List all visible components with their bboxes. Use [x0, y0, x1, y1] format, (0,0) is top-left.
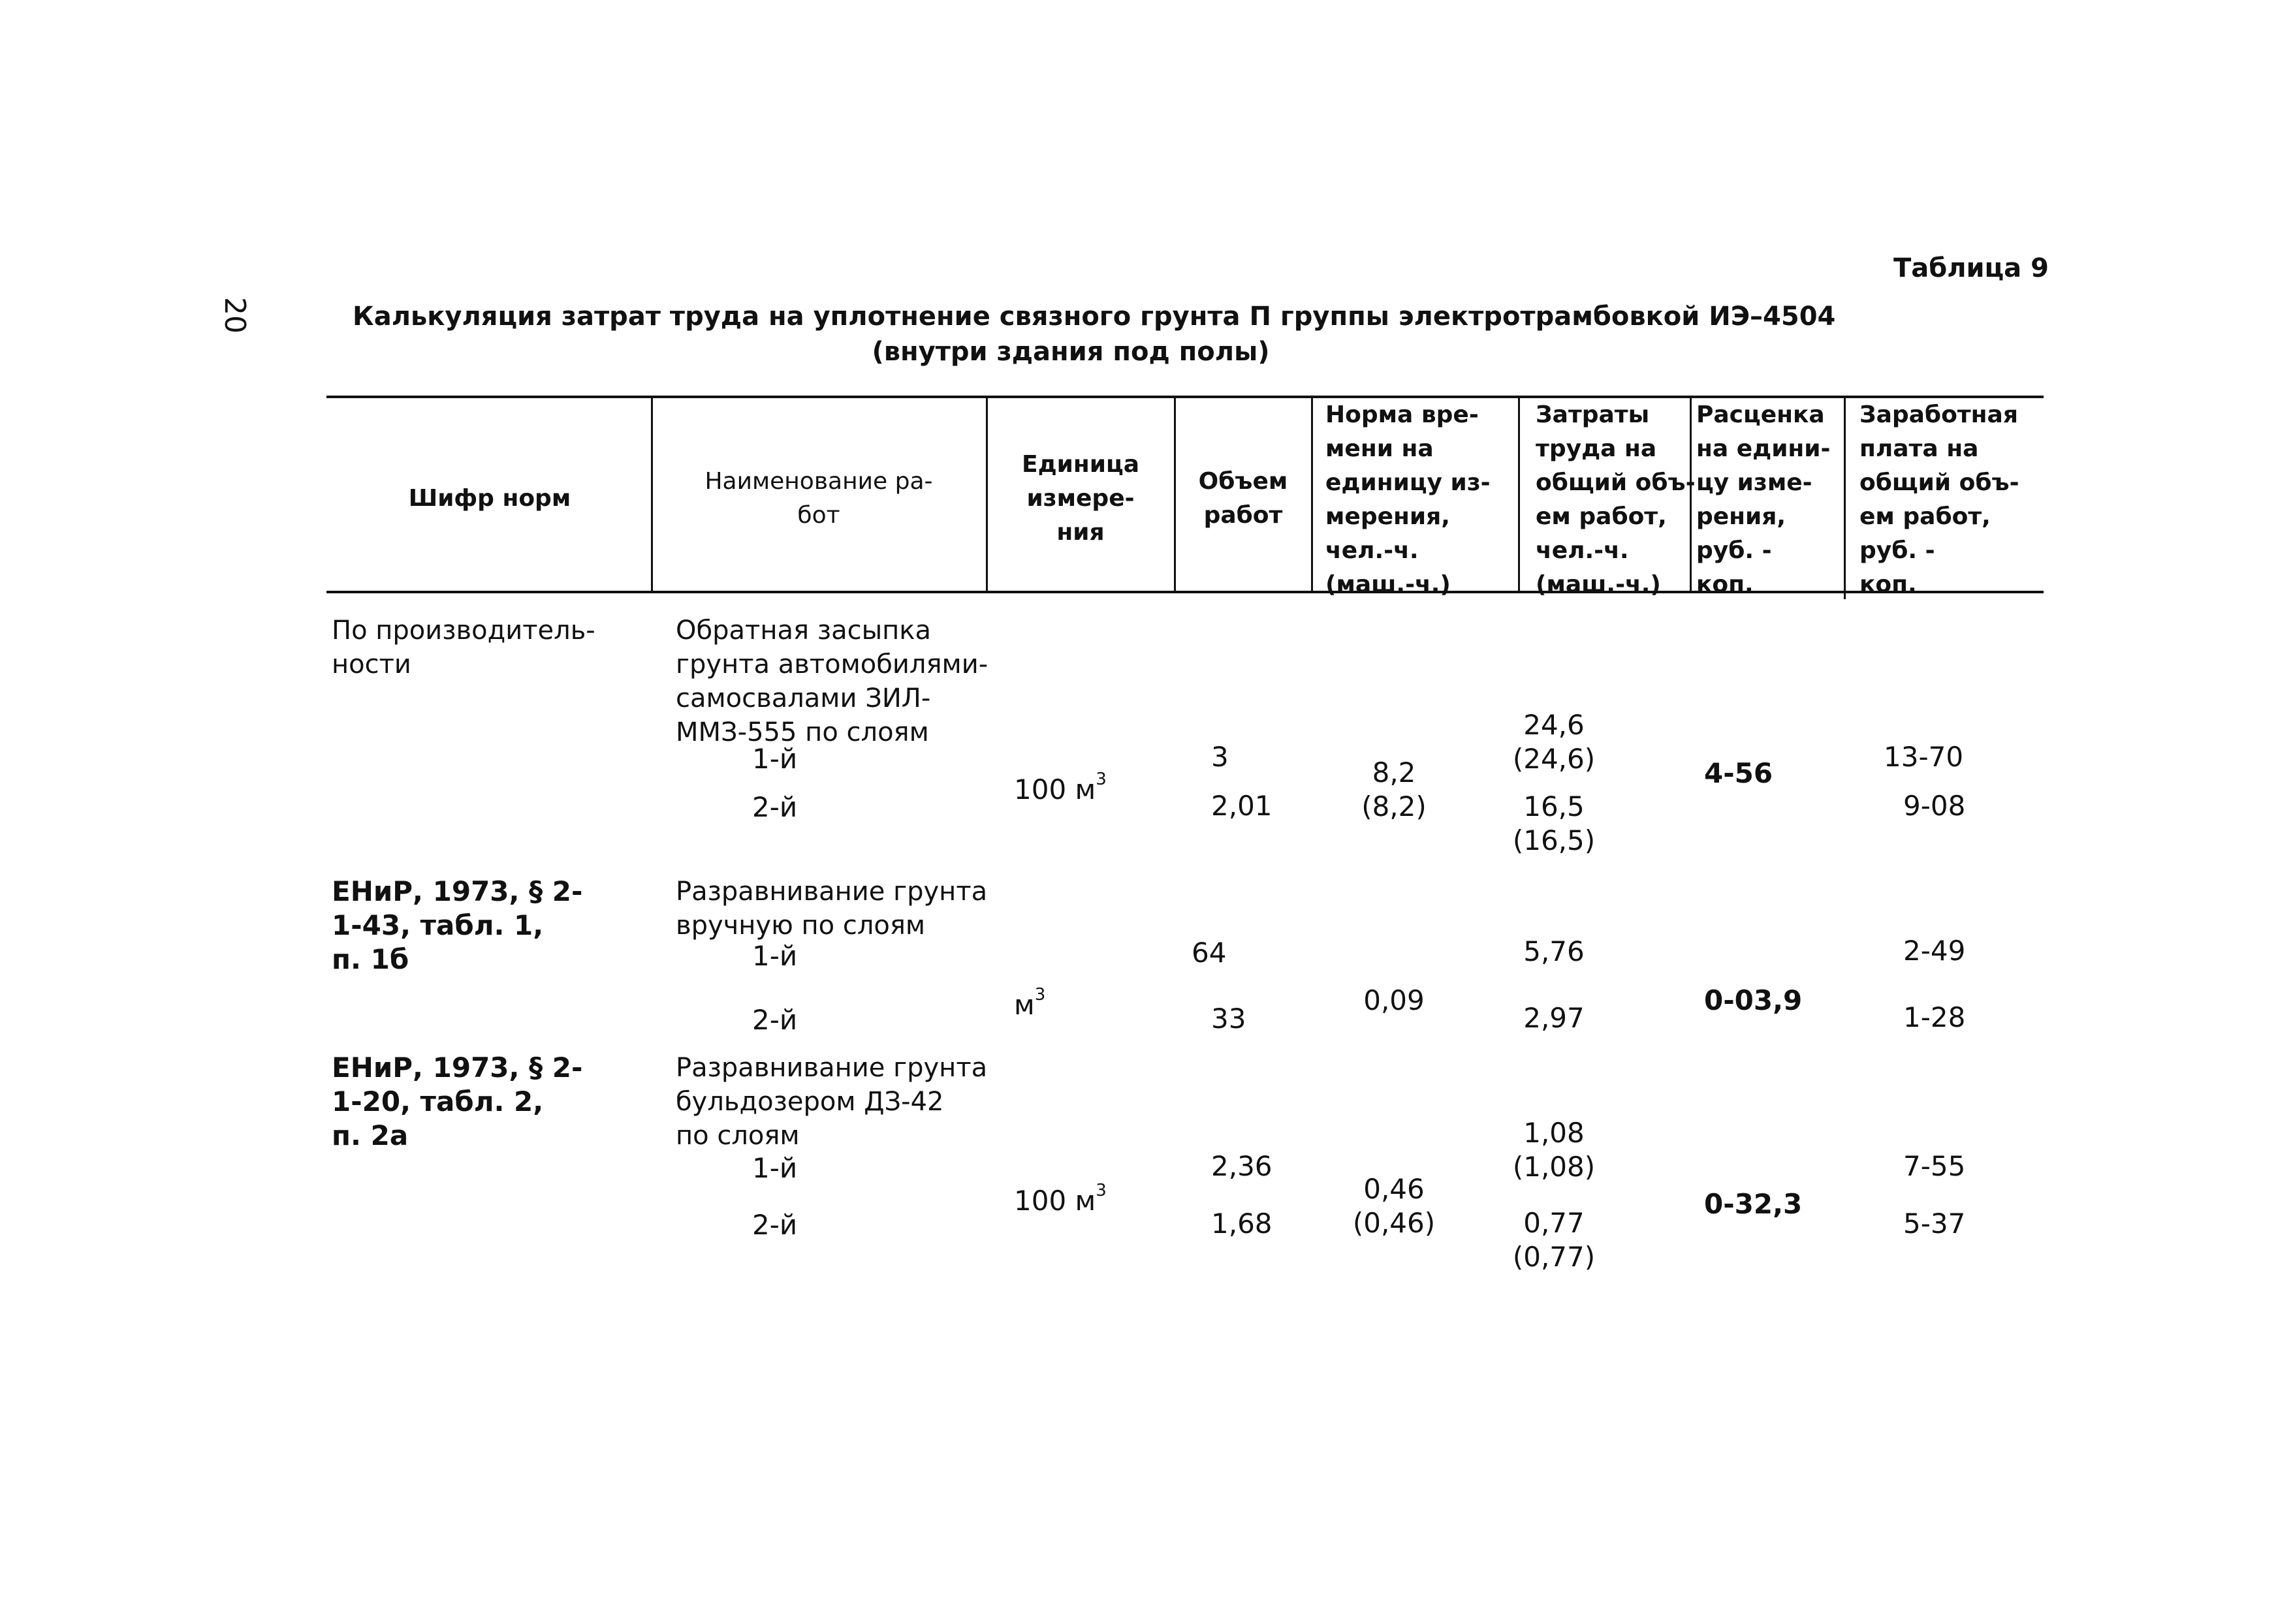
row2-code: ЕНиР, 1973, § 2- 1-43, табл. 1, п. 1б: [332, 875, 583, 975]
row2-name: Разравнивание грунта вручную по слоям: [676, 877, 988, 941]
row3-code: ЕНиР, 1973, § 2- 1-20, табл. 2, п. 2а: [332, 1052, 583, 1151]
table-label: Таблица 9: [1893, 253, 2049, 283]
row1-rate: 4-56: [1704, 757, 1773, 789]
page-number: 20: [218, 297, 251, 334]
row2-unit: $м^3$: [1014, 985, 1046, 1021]
row3-norm: 0,46 (0,46): [1352, 1173, 1436, 1239]
column-divider: [1311, 397, 1313, 591]
row1-layer2-labor: 16,5 (16,5): [1512, 790, 1596, 856]
row3-layer2-labor: 0,77 (0,77): [1512, 1207, 1596, 1273]
row3-layer1-label: 1-й: [752, 1152, 798, 1184]
table-subtitle: (внутри здания под полы): [872, 337, 1270, 367]
row3-layer1-volume: 2,36: [1211, 1150, 1273, 1182]
row2-layer1-wage: 2-49: [1903, 935, 1966, 967]
row2-layer1-volume: 64: [1192, 937, 1227, 969]
row3-layer1-labor: 1,08 (1,08): [1512, 1117, 1596, 1183]
row2-layer1-label: 1-й: [752, 940, 798, 972]
row1-unit: 100 $м^3$: [1014, 770, 1107, 805]
row1-norm: 8,2 (8,2): [1361, 757, 1427, 822]
table-title: Калькуляция затрат труда на уплотнение связного грунта П группы электротрамбовкой ИЭ–4504: [353, 302, 1836, 332]
row3-layer1-wage: 7-55: [1903, 1150, 1966, 1182]
header-wage: Заработная плата на общий объ- ем работ, руб. - коп.: [1859, 401, 2019, 598]
row1-layer2-volume: 2,01: [1211, 790, 1273, 822]
row3-layer2-volume: 1,68: [1211, 1208, 1273, 1240]
row1-layer1-labor: 24,6 (24,6): [1512, 709, 1596, 775]
row2-layer2-wage: 1-28: [1903, 1001, 1966, 1033]
header-labor: Затраты труда на общий объ- ем работ, чел.-ч. (маш.-ч.): [1536, 401, 1696, 598]
row3-unit: 100 $м^3$: [1014, 1181, 1107, 1217]
row2-rate: 0-03,9: [1704, 984, 1803, 1016]
row2-layer2-label: 2-й: [752, 1004, 798, 1036]
row2-layer1-labor: 5,76: [1523, 935, 1585, 967]
row2-layer2-labor: 2,97: [1523, 1002, 1585, 1034]
row1-layer1-wage: 13-70: [1884, 741, 1964, 773]
row2-layer2-volume: 33: [1211, 1003, 1246, 1035]
row3-layer2-wage: 5-37: [1903, 1208, 1966, 1240]
header-unit: Единица измере- ния: [1022, 451, 1139, 546]
row1-name: Обратная засыпка грунта автомобилями- самосвалами ЗИЛ- ММЗ-555 по слоям: [676, 616, 988, 747]
row1-layer1-volume: 3: [1211, 741, 1229, 773]
header-norm: Норма вре- мени на единицу из- мерения, чел.-ч. (маш.-ч.): [1325, 401, 1491, 598]
row3-rate: 0-32,3: [1704, 1188, 1803, 1220]
row3-layer2-label: 2-й: [752, 1209, 798, 1241]
row1-layer2-label: 2-й: [752, 791, 798, 823]
header-name: Наименование ра- бот: [704, 468, 933, 529]
row1-code: По производитель- ности: [332, 616, 595, 679]
row1-layer2-wage: 9-08: [1903, 790, 1966, 822]
column-divider: [1518, 397, 1520, 591]
column-divider: [1844, 397, 1846, 599]
row2-norm: 0,09: [1363, 984, 1425, 1016]
header-volume: Объем работ: [1198, 468, 1288, 529]
row3-name: Разравнивание грунта бульдозером ДЗ-42 по слоям: [676, 1053, 988, 1151]
header-rate: Расценка на едини- цу изме- рения, руб. - коп.: [1696, 401, 1831, 598]
header-code: Шифр норм: [408, 485, 571, 512]
row1-layer1-label: 1-й: [752, 743, 798, 775]
